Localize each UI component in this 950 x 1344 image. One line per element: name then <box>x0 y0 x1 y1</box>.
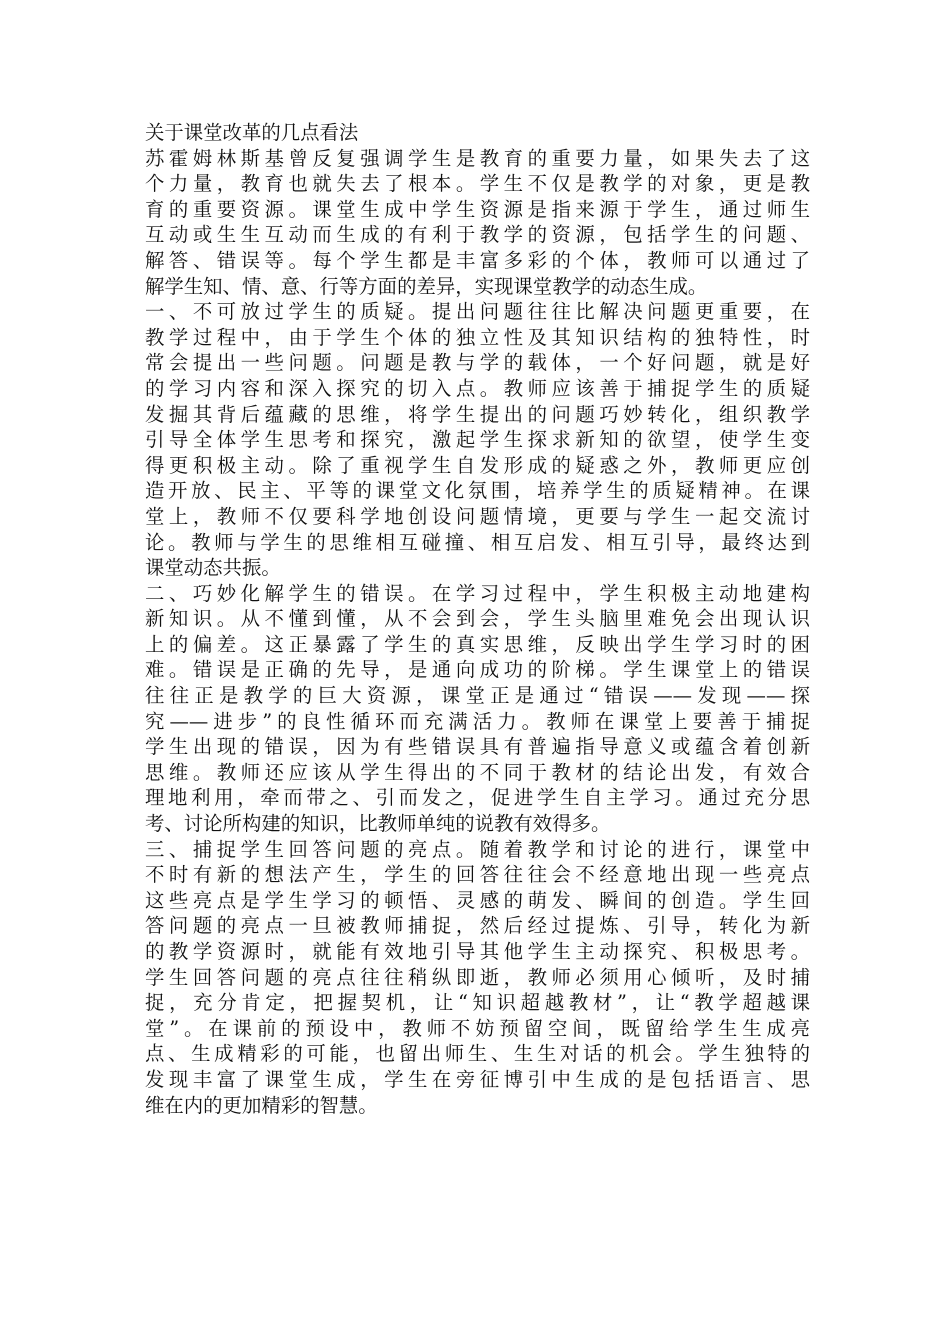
paragraph-line: 教学过程中，由于学生个体的独立性及其知识结构的独特性，时 <box>145 325 810 349</box>
paragraph-line: 思维。教师还应该从学生得出的不同于教材的结论出发，有效合 <box>145 760 810 784</box>
paragraph-line: 发现丰富了课堂生成，学生在旁征博引中生成的是包括语言、思 <box>145 1067 810 1091</box>
paragraph-line: 考、讨论所构建的知识，比教师单纯的说教有效得多。 <box>145 812 611 836</box>
paragraph-line: 往往正是教学的巨大资源，课堂正是通过“错误——发现——探 <box>145 684 810 708</box>
paragraph-line: 的学习内容和深入探究的切入点。教师应该善于捕捉学生的质疑 <box>145 376 810 400</box>
paragraph-line: 究——进步”的良性循环而充满活力。教师在课堂上要善于捕捉 <box>145 709 810 733</box>
paragraph-line: 学生回答问题的亮点往往稍纵即逝，教师必须用心倾听，及时捕 <box>145 965 810 989</box>
paragraph-line: 堂”。在课前的预设中，教师不妨预留空间，既留给学生生成亮 <box>145 1016 810 1040</box>
paragraph-line: 一、不可放过学生的质疑。提出问题往往比解决问题更重要，在 <box>145 300 810 324</box>
paragraph <box>145 581 810 837</box>
paragraph-line: 论。教师与学生的思维相互碰撞、相互启发、相互引导，最终达到 <box>145 530 810 554</box>
paragraph-line: 常会提出一些问题。问题是教与学的载体，一个好问题，就是好 <box>145 351 810 375</box>
paragraph-line: 三、捕捉学生回答问题的亮点。随着教学和讨论的进行，课堂中 <box>145 837 810 861</box>
paragraph-line: 学生出现的错误，因为有些错误具有普遍指导意义或蕴含着创新 <box>145 735 810 759</box>
paragraph-line: 堂上，教师不仅要科学地创设问题情境，更要与学生一起交流讨 <box>145 504 810 528</box>
paragraph-line: 上的偏差。这正暴露了学生的真实思维，反映出学生学习时的困 <box>145 632 810 656</box>
paragraph <box>145 299 810 581</box>
paragraph-line: 二、巧妙化解学生的错误。在学习过程中，学生积极主动地建构 <box>145 581 810 605</box>
paragraph-line: 个力量，教育也就失去了根本。学生不仅是教学的对象，更是教 <box>145 172 810 196</box>
paragraph-line: 维在内的更加精彩的智慧。 <box>145 1093 378 1117</box>
paragraph-line: 新知识。从不懂到懂，从不会到会，学生头脑里难免会出现认识 <box>145 607 810 631</box>
paragraph-line: 解答、错误等。每个学生都是丰富多彩的个体，教师可以通过了 <box>145 248 810 272</box>
paragraph-line: 互动或生生互动而生成的有利于教学的资源，包括学生的问题、 <box>145 223 810 247</box>
paragraph-line: 不时有新的想法产生，学生的回答往往会不经意地出现一些亮点 <box>145 863 810 887</box>
document-body <box>145 120 810 1118</box>
paragraph-line: 引导全体学生思考和探究，激起学生探求新知的欲望，使学生变 <box>145 428 810 452</box>
paragraph-line: 育的重要资源。课堂生成中学生资源是指来源于学生，通过师生 <box>145 197 810 221</box>
paragraph-line: 苏霍姆林斯基曾反复强调学生是教育的重要力量，如果失去了这 <box>145 146 810 170</box>
paragraph <box>145 146 810 300</box>
paragraph-line: 造开放、民主、平等的课堂文化氛围，培养学生的质疑精神。在课 <box>145 479 810 503</box>
paragraph-line: 点、生成精彩的可能，也留出师生、生生对话的机会。学生独特的 <box>145 1042 810 1066</box>
paragraph-line: 得更积极主动。除了重视学生自发形成的疑惑之外，教师更应创 <box>145 453 810 477</box>
paragraph <box>145 837 810 1119</box>
paragraph-line: 发掘其背后蕴藏的思维，将学生提出的问题巧妙转化，组织教学 <box>145 402 810 426</box>
paragraph-line: 的教学资源时，就能有效地引导其他学生主动探究、积极思考。 <box>145 940 810 963</box>
paragraph-line: 难。错误是正确的先导，是通向成功的阶梯。学生课堂上的错误 <box>145 658 810 682</box>
paragraph-line: 答问题的亮点一旦被教师捕捉，然后经过提炼、引导，转化为新 <box>145 914 810 938</box>
paragraph-list <box>145 146 810 1119</box>
paragraph-line: 这些亮点是学生学习的顿悟、灵感的萌发、瞬间的创造。学生回 <box>145 888 810 912</box>
paragraph-line: 解学生知、情、意、行等方面的差异，实现课堂教学的动态生成。 <box>145 274 708 298</box>
paragraph-line: 理地利用，牵而带之、引而发之，促进学生自主学习。通过充分思 <box>145 786 810 810</box>
document-title: 关于课堂改革的几点看法 <box>145 121 359 144</box>
paragraph-line: 捉，充分肯定，把握契机，让“知识超越教材”，让“教学超越课 <box>145 991 810 1015</box>
paragraph-line: 课堂动态共振。 <box>145 556 281 580</box>
